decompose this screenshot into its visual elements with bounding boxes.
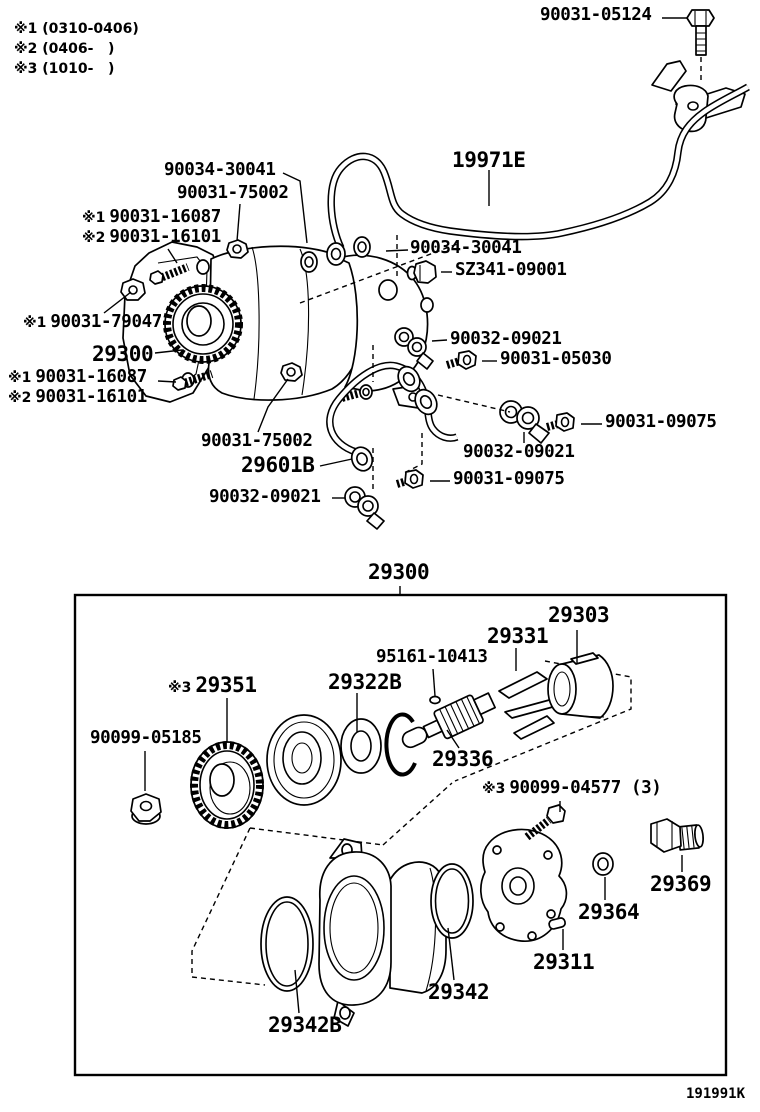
o-ring-29342 [431, 864, 473, 938]
seal-29364 [593, 853, 613, 875]
part-label-29342: 29342 [428, 980, 490, 1004]
part-label-90034-30041-a: 90034-30041 [164, 160, 276, 180]
part-label-29336: 29336 [432, 747, 494, 771]
legend-line-2: ※2 (0406- ) [14, 41, 115, 57]
nut-90099-05185 [131, 794, 161, 824]
part-label-90031-05124: 90031-05124 [540, 5, 652, 25]
part-label-90031-75002-a: 90031-75002 [177, 183, 289, 203]
part-label-90031-16087-a: ※1 90031-16087 [82, 207, 221, 227]
o-ring-29342B [261, 897, 313, 991]
part-label-95161-10413: 95161-10413 [376, 647, 488, 667]
part-label-90032-09021-c: 90032-09021 [209, 487, 321, 507]
part-label-29311: 29311 [533, 950, 595, 974]
part-label-29342B: 29342B [268, 1013, 342, 1037]
part-label-29369: 29369 [650, 872, 712, 896]
gear-29351 [191, 742, 263, 828]
part-label-SZ341-09001: SZ341-09001 [455, 260, 567, 280]
part-label-90032-09021-b: 90032-09021 [463, 442, 575, 462]
nut-90031-75002-bottom [281, 363, 302, 381]
part-label-90031-09075-a: 90031-09075 [605, 412, 717, 432]
part-label-90032-09021-a: 90032-09021 [450, 329, 562, 349]
bolt-90031-09075-a [547, 413, 574, 431]
part-label-90031-75002-b: 90031-75002 [201, 431, 313, 451]
part-label-29300-upper: 29300 [92, 342, 154, 366]
part-label-29300-box: 29300 [368, 560, 430, 584]
rear-cover [481, 829, 567, 941]
assembly-box [75, 595, 726, 1075]
part-label-90034-30041-b: 90034-30041 [410, 238, 522, 258]
part-label-90031-09075-b: 90031-09075 [453, 469, 565, 489]
seal-29322B [267, 715, 341, 805]
part-label-29331: 29331 [487, 624, 549, 648]
legend-line-3: ※3 (1010- ) [14, 61, 115, 77]
legend-line-1: ※1 (0310-0406) [14, 21, 139, 37]
bolt-90031-05124 [687, 10, 714, 55]
part-label-29364: 29364 [578, 900, 640, 924]
part-label-90031-05030: 90031-05030 [500, 349, 612, 369]
bolt-90031-05030 [447, 351, 476, 369]
part-label-29351: ※3 29351 [168, 673, 257, 697]
part-label-29322B: 29322B [328, 670, 402, 694]
part-label-90031-16101-a: ※2 90031-16101 [82, 227, 221, 247]
pin-95161-10413 [430, 697, 440, 704]
part-label-90099-05185: 90099-05185 [90, 728, 202, 748]
part-label-90099-04577: ※3 90099-04577 (3) [482, 778, 662, 798]
nut-90031-75002-top [227, 240, 248, 258]
drawing-code: 191991K [686, 1086, 746, 1102]
pump-housing [319, 839, 446, 1026]
plug-29369 [651, 819, 704, 852]
part-label-90031-16087-b: ※1 90031-16087 [8, 367, 147, 387]
part-label-90031-16101-b: ※2 90031-16101 [8, 387, 147, 407]
part-label-29601B: 29601B [241, 453, 315, 477]
union-SZ341-09001 [408, 261, 437, 283]
clamp-90032-09021-c [345, 487, 384, 529]
bolt-90031-09075-b [397, 470, 423, 488]
bearing [341, 719, 381, 773]
part-label-29303: 29303 [548, 603, 610, 627]
part-label-19971E: 19971E [452, 148, 526, 172]
part-label-90031-79047: ※1 90031-79047 [23, 312, 162, 332]
